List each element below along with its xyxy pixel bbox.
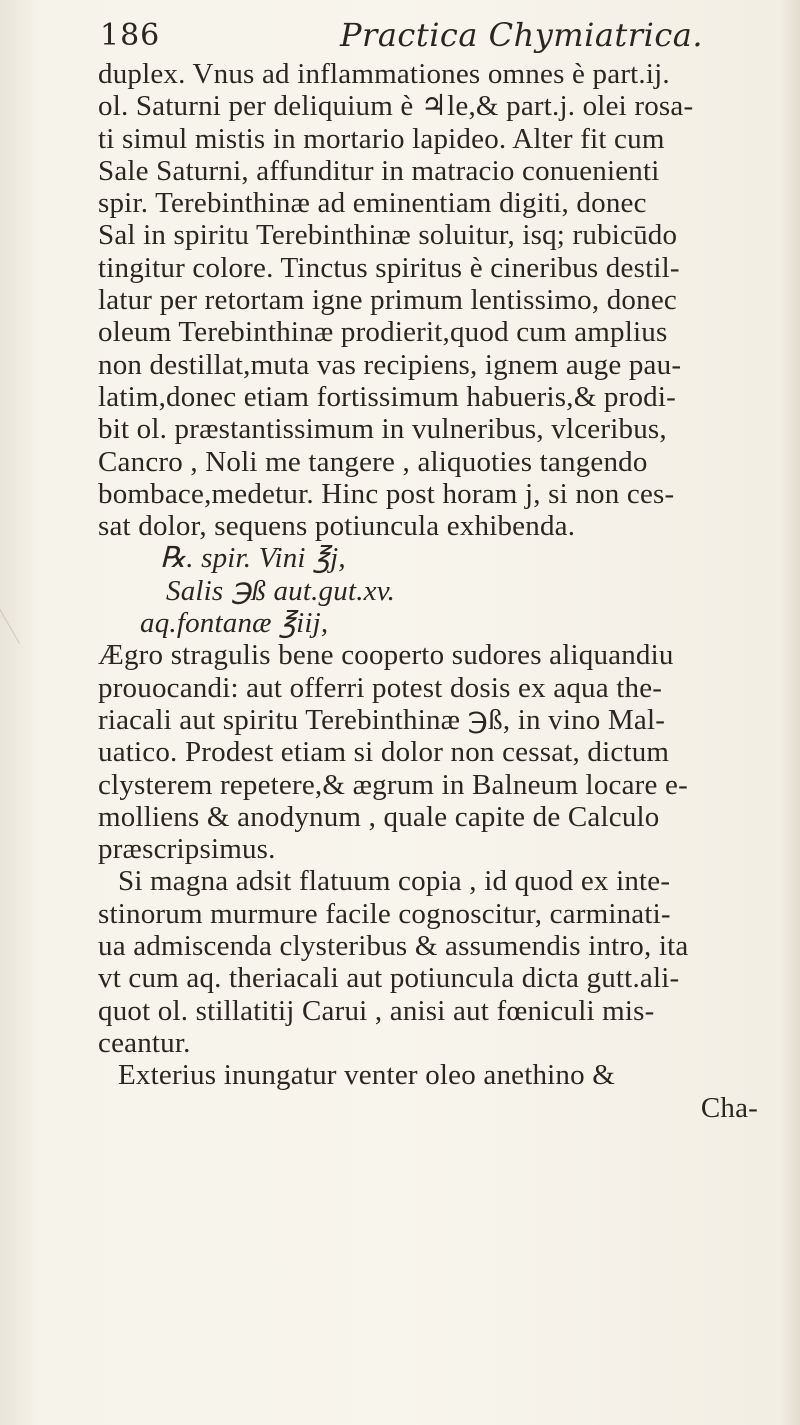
text-line: tingitur colore. Tinctus spiritus è cineribus destil- [98,251,680,284]
recipe-line: aq.fontanæ ℥iij, [140,607,329,640]
page-header [100,14,760,58]
text-line: spir. Terebinthinæ ad eminentiam digiti, donec [98,187,647,220]
text-line: uatico. Prodest etiam si dolor non cessat, dictum [98,736,670,769]
running-title: Practica Chymiatrica. [340,16,703,54]
margin-bracket-mark [0,576,46,643]
body-text [98,58,758,1124]
text-line: latur per retortam igne primum lentissimo, donec [98,284,677,317]
text-line: prouocandi: aut offerri potest dosis ex aqua the- [98,671,663,704]
text-line: ua admiscenda clysteribus & assumendis intro, ita [98,930,689,963]
text-line: præscripsimus. [98,833,276,866]
text-line: Ægro stragulis bene cooperto sudores aliquandiu [98,639,674,672]
text-line: latim,donec etiam fortissimum habueris,& prodi- [98,380,677,413]
text-line: bit ol. præstantissimum in vulneribus, vlceribus, [98,413,667,446]
recipe-line: ℞. spir. Vini ℥j, [160,542,346,575]
catchword: Cha- [700,1091,758,1124]
recipe-line: Salis ℈ß aut.gut.xv. [166,574,396,607]
text-line: Cancro , Noli me tangere , aliquoties tangendo [98,445,648,478]
text-line: quot ol. stillatitij Carui , anisi aut fœniculi mis- [98,994,655,1027]
text-line: Exterius inungatur venter oleo anethino & [118,1059,616,1092]
text-line: ti simul mistis in mortario lapideo. Alter fit cum [98,122,665,155]
page-number: 186 [100,18,161,53]
text-line: ol. Saturni per deliquium è ♃le,& part.j. olei rosa- [98,90,694,123]
text-line: sat dolor, sequens potiuncula exhibenda. [98,510,576,543]
text-line: Sal in spiritu Terebinthinæ soluitur, isq; rubicūdo [98,219,678,252]
text-line: Sale Saturni, affunditur in matracio conuenienti [98,154,660,187]
text-line: bombace,medetur. Hinc post horam j, si non ces- [98,477,675,510]
text-line: duplex. Vnus ad inflammationes omnes è part.ij. [98,58,670,90]
text-line: molliens & anodynum , quale capite de Calculo [98,800,660,833]
text-line: riacali aut spiritu Terebinthinæ ℈ß, in vino Mal- [98,703,666,736]
text-line: stinorum murmure facile cognoscitur, carminati- [98,897,671,930]
text-line: clysterem repetere,& ægrum in Balneum locare e- [98,768,688,801]
text-line: oleum Terebinthinæ prodierit,quod cum amplius [98,316,668,349]
text-line: vt cum aq. theriacali aut potiuncula dicta gutt.ali- [98,962,680,995]
text-line: Si magna adsit flatuum copia , id quod ex inte- [118,865,671,898]
text-line: ceantur. [98,1026,191,1059]
text-line: non destillat,muta vas recipiens, ignem auge pau- [98,348,682,381]
